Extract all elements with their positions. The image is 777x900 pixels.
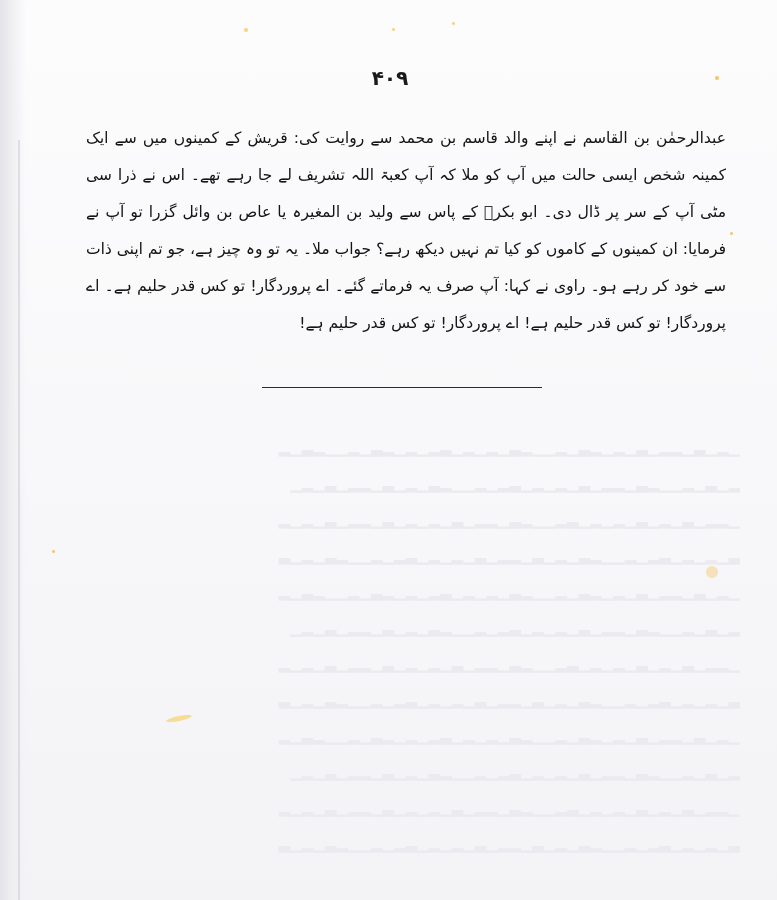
bleed-through-text: ▁▂▁▃▁▂▂▁▃▁▂▁▂▃▁▂▁▁▂▃▁▂▁▂▁▃▂▁▂▁▂▃▁▂▁▁▂▃▁▂ ▂▁▃▁▂▁▁▂▃▁▂▂▁▃▁▂▁▂▁▃▂▁▂▁▁▂▃▁▂▁▃▁▂▂▁▃▁▂▁ ▁▂▂▁▃▁▂▁▃▁▂▁▂▁▃▂▁▁▂▃▁▂▂▁▃▁▂▁▂▁▃▁▂▂▁▃▁▂▁▂ ▃▁▂▁▂▁▃▂▁▂▁▁▂▃▁▂▁▃▁▂▂▁▃▁▂▁▂▁▃▂▁▂▁▁▂▃▁▂▁▃ ▁▂▁▃▁▂▂▁▃▁▂▁▂▃▁▂▁▁▂▃▁▂▁▂▁▃▂▁▂▁▂▃▁▂▁▁▂▃▁▂ ▂▁▃▁▂▁▁▂▃▁▂▂▁▃▁▂▁▂▁▃▂▁▂▁▁▂▃▁▂▁▃▁▂▂▁▃▁▂▁ ▁▂▂▁▃▁▂▁▃▁▂▁▂▁▃▂▁▁▂▃▁▂▂▁▃▁▂▁▂▁▃▁▂▂▁▃▁▂▁▂ ▃▁▂▁▂▁▃▂▁▂▁▁▂▃▁▂▁▃▁▂▂▁▃▁▂▁▂▁▃▂▁▂▁▁▂▃▁▂▁▃ ▁▂▁▃▁▂▂▁▃▁▂▁▂▃▁▂▁▁▂▃▁▂▁▂▁▃▂▁▂▁▂▃▁▂▁▁▂▃▁▂ ▂▁▃▁▂▁▁▂▃▁▂▂▁▃▁▂▁▂▁▃▂▁▂▁▁▂▃▁▂▁▃▁▂▂▁▃▁▂▁ ▁▂▂▁▃▁▂▁▃▁▂▁▂▁▃▂▁▁▂▃▁▂▂▁▃▁▂▁▂▁▃▁▂▂▁▃▁▂▁▂ ▃▁▂▁▂▁▃▂▁▂▁▁▂▃▁▂▁▃▁▂▂▁▃▁▂▁▂▁▃▂▁▂▁▁▂▃▁▂▁▃ (278, 439, 740, 853)
scan-speck (715, 76, 719, 80)
scan-speck (52, 550, 55, 553)
page-number: ۴۰۹ (371, 66, 409, 90)
scan-speck (244, 28, 248, 32)
body-paragraph: عبدالرحمٰن بن القاسم نے اپنے والد قاسم بن محمد سے روایت کی: قریش کے کمینوں میں سے ایک کمینہ شخص ایسی حالت میں آپ کو ملا کہ آپ کعبۃ اللہ تشریف لے جا رہے تھے۔ اس نے ذرا سی مٹی آپ کے سر پر ڈال دی۔ ابو بکرؓ کے پاس سے ولید بن المغیرہ یا عاص بن وائل گزرا تو آپ نے فرمایا: ان کمینوں کے کاموں کو کیا تم نہیں دیکھ رہے؟ جواب ملا۔ یہ تو وہ چیز ہے، جو تم اپنی ذات سے خود کر رہے ہو۔ راوی نے کہا: آپ صرف یہ فرماتے گئے۔ اے پروردگار! تو کس قدر حلیم ہے۔ اے پروردگار! تو کس قدر حلیم ہے! اے پروردگار! تو کس قدر حلیم ہے! (86, 129, 726, 332)
section-divider (262, 387, 542, 388)
scan-speck (392, 28, 395, 31)
scan-speck (730, 232, 733, 235)
scan-speck (452, 22, 455, 25)
page-edge-shadow (0, 0, 26, 900)
page-fold-line (18, 140, 20, 900)
